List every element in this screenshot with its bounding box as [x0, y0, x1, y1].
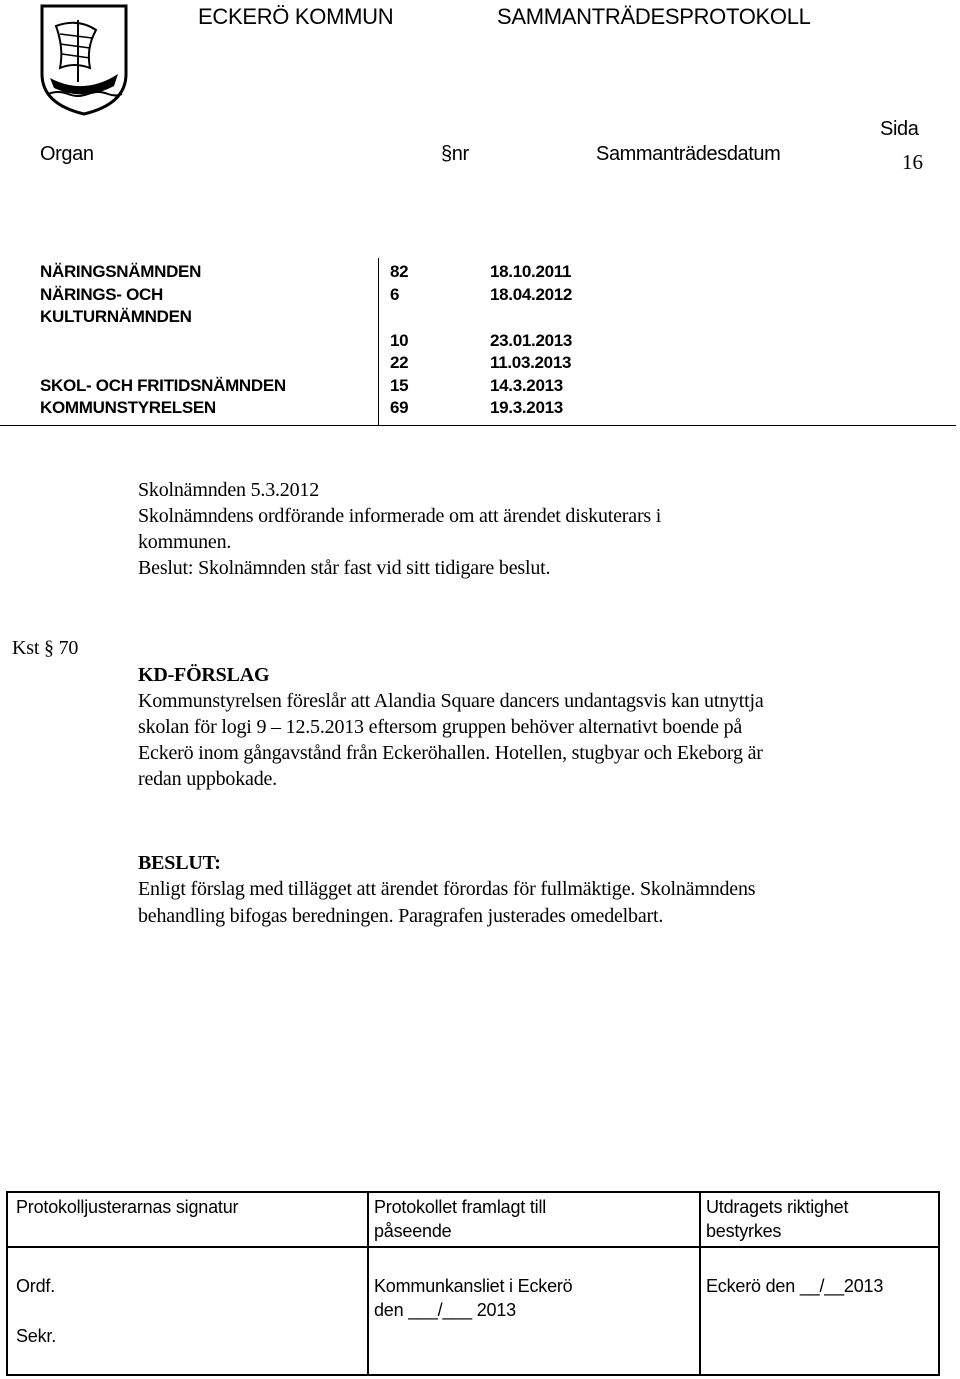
proposal-line: Kommunstyrelsen föreslår att Alandia Square dancers undantagsvis kan utnyttja — [138, 690, 764, 712]
organ-cell: NÄRINGSNÄMNDEN — [40, 262, 202, 281]
paragraph-number-label: §nr — [441, 143, 469, 165]
organ-cell: SKOL- OCH FRITIDSNÄMNDEN — [40, 376, 286, 395]
nr-cell: 82 — [390, 262, 409, 281]
organ-cell: KOMMUNSTYRELSEN — [40, 398, 216, 417]
nr-cell: 69 — [390, 398, 409, 417]
footer-column-divider — [699, 1193, 701, 1374]
table-bottom-border — [0, 425, 956, 426]
posted-date: den ___/___ 2013 — [374, 1300, 516, 1320]
nr-cell: 22 — [390, 353, 409, 372]
proposal-line: skolan för logi 9 – 12.5.2013 eftersom gruppen behöver alternativt boende på — [138, 716, 743, 738]
date-cell: 18.10.2011 — [490, 262, 572, 281]
certified-header: Utdragets riktighet bestyrkes — [706, 1197, 849, 1241]
reference-table — [0, 258, 960, 426]
decision-line: Enligt förslag med tillägget att ärendet förordas för fullmäktige. Skolnämndens — [138, 878, 756, 900]
proposal-line: Eckerö inom gångavstånd från Eckeröhallen. Hotellen, stugbyar och Ekeborg är — [138, 742, 763, 764]
page-number: 16 — [902, 150, 923, 174]
meeting-date-label: Sammanträdesdatum — [596, 143, 781, 165]
nr-cell: 15 — [390, 376, 409, 395]
nr-cell: 10 — [390, 331, 409, 350]
earlier-info-line: kommunen. — [138, 531, 232, 553]
organ-cell: NÄRINGS- OCH — [40, 285, 163, 304]
proposal-heading: KD-FÖRSLAG — [138, 664, 270, 686]
posted-location: Kommunkansliet i Eckerö — [374, 1276, 573, 1296]
earlier-info-line: Skolnämndens ordförande informerade om att ärendet diskuterars i — [138, 505, 662, 527]
date-cell: 11.03.2013 — [490, 353, 572, 372]
chair-signature-label: Ordf. — [16, 1276, 56, 1296]
organ-label: Organ — [40, 143, 94, 165]
page-label: Sida — [880, 118, 919, 140]
earlier-meeting-line: Skolnämnden 5.3.2012 — [138, 479, 319, 501]
date-cell: 19.3.2013 — [490, 398, 563, 417]
footer-row-divider — [8, 1246, 938, 1248]
document-type: SAMMANTRÄDESPROTOKOLL — [497, 4, 811, 29]
signature-table — [6, 1191, 940, 1376]
secretary-signature-label: Sekr. — [16, 1326, 57, 1346]
decision-heading: BESLUT: — [138, 852, 221, 874]
earlier-decision-line: Beslut: Skolnämnden står fast vid sitt tidigare beslut. — [138, 557, 551, 579]
footer-column-divider — [367, 1193, 369, 1374]
certified-date: Eckerö den __/__2013 — [706, 1276, 884, 1296]
date-cell: 23.01.2013 — [490, 331, 573, 350]
nr-cell: 6 — [390, 285, 400, 304]
signature-header: Protokolljusterarnas signatur — [16, 1197, 239, 1217]
viking-ship-logo-icon — [38, 4, 130, 116]
proposal-line: redan uppbokade. — [138, 768, 277, 790]
decision-line: behandling bifogas beredningen. Paragrafen justerades omedelbart. — [138, 905, 664, 927]
posted-header: Protokollet framlagt till påseende — [374, 1197, 547, 1241]
paragraph-marker: Kst § 70 — [12, 637, 79, 659]
organ-cell: KULTURNÄMNDEN — [40, 307, 192, 326]
column-divider — [378, 258, 379, 426]
date-cell: 18.04.2012 — [490, 285, 573, 304]
date-cell: 14.3.2013 — [490, 376, 563, 395]
municipality-name: ECKERÖ KOMMUN — [198, 4, 394, 29]
